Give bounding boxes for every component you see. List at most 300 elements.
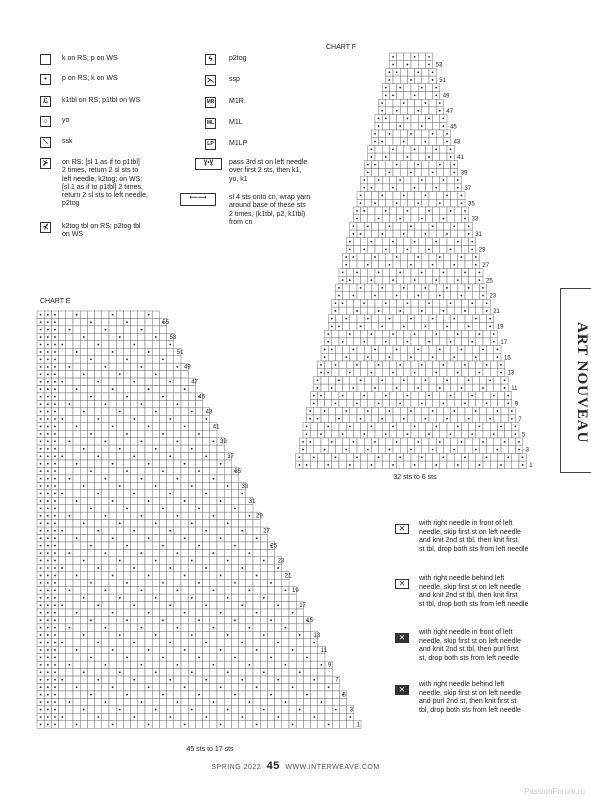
purl-dot — [162, 470, 164, 472]
purl-dot — [385, 210, 387, 212]
chart-e-cell — [174, 453, 181, 460]
purl-dot — [324, 410, 326, 412]
chart-e-cell — [131, 654, 138, 661]
chart-e-cell — [102, 594, 109, 601]
chart-f-cell — [497, 392, 504, 400]
purl-dot — [403, 102, 405, 104]
chart-e-cell — [210, 594, 217, 601]
chart-e-cell — [239, 520, 246, 527]
purl-dot — [61, 642, 63, 644]
chart-f-cell — [440, 330, 447, 338]
chart-e-cell — [116, 453, 123, 460]
chart-e-cell — [188, 579, 195, 586]
purl-dot — [112, 612, 114, 614]
chart-e-cell — [73, 505, 80, 512]
chart-e-cell — [267, 587, 274, 594]
cross-back-knit-icon: ⨯ — [395, 579, 409, 589]
chart-e-cell — [73, 564, 80, 571]
chart-e-cell — [174, 505, 181, 512]
chart-e-cell — [253, 698, 260, 705]
purl-dot — [141, 589, 143, 591]
chart-f-cell — [458, 323, 465, 331]
chart-f-cell — [415, 130, 422, 138]
chart-f-cell — [418, 246, 425, 254]
purl-dot — [54, 530, 56, 532]
chart-e-cell — [123, 639, 130, 646]
chart-f-cell — [389, 400, 396, 408]
chart-f-cell — [422, 222, 429, 230]
chart-e-cell — [109, 542, 116, 549]
purl-dot — [47, 642, 49, 644]
chart-e-cell — [203, 430, 210, 437]
purl-dot — [414, 464, 416, 466]
chart-e-cell — [239, 497, 246, 504]
ssp-icon: ⋋ — [207, 77, 214, 84]
purl-dot — [40, 515, 42, 517]
chart-f-cell — [404, 369, 411, 377]
chart-f-cell — [411, 453, 418, 461]
chart-f-cell — [353, 461, 360, 469]
chart-f-cell — [346, 392, 353, 400]
purl-dot — [133, 716, 135, 718]
chart-f-cell — [361, 369, 368, 377]
chart-f-row-number: 23 — [489, 293, 497, 300]
chart-f-cell — [415, 446, 422, 454]
chart-e-cell — [116, 356, 123, 363]
chart-e-cell — [231, 713, 238, 720]
purl-dot — [374, 164, 376, 166]
chart-e-cell — [174, 393, 181, 400]
chart-e-cell — [131, 386, 138, 393]
chart-e-cell — [66, 423, 73, 430]
chart-e-cell — [195, 624, 202, 631]
purl-dot — [453, 225, 455, 227]
chart-f-cell — [512, 453, 519, 461]
purl-dot — [47, 321, 49, 323]
chart-e-cell — [203, 609, 210, 616]
chart-f-cell — [393, 376, 400, 384]
chart-e-cell — [231, 490, 238, 497]
chart-f-cell — [415, 76, 422, 84]
chart-f-cell — [389, 453, 396, 461]
purl-dot — [184, 388, 186, 390]
chart-e-cell — [174, 460, 181, 467]
chart-f-cell — [339, 423, 346, 431]
cross-note-3: with right needle in front of left needle, skip first st on left needle and knit 2nd st tbl, then purl first st, drop both sts from left needle — [419, 629, 521, 662]
chart-e-cell — [102, 669, 109, 676]
purl-dot — [328, 724, 330, 726]
chart-e-cell — [167, 631, 174, 638]
chart-f-cell — [472, 384, 479, 392]
chart-e-cell — [95, 438, 102, 445]
chart-f-cell — [407, 415, 414, 423]
chart-e-cell — [87, 527, 94, 534]
purl-dot — [112, 388, 114, 390]
purl-dot — [241, 716, 243, 718]
chart-e-cell — [267, 609, 274, 616]
chart-e-cell — [116, 512, 123, 519]
purl-dot — [148, 426, 150, 428]
purl-dot — [425, 233, 427, 235]
purl-dot — [403, 141, 405, 143]
purl-dot — [392, 56, 394, 58]
chart-e-row-number: 47 — [191, 379, 198, 386]
chart-e-cell — [138, 713, 145, 720]
chart-f-cell — [382, 330, 389, 338]
chart-f-cell — [368, 176, 375, 184]
chart-f-cell — [404, 400, 411, 408]
purl-dot — [54, 329, 56, 331]
chart-e-cell — [224, 579, 231, 586]
chart-f-cell — [350, 284, 357, 292]
chart-f-cell — [357, 446, 364, 454]
chart-e-cell — [332, 698, 339, 705]
chart-e-cell — [109, 661, 116, 668]
chart-f-cell — [397, 238, 404, 246]
chart-f-cell — [379, 346, 386, 354]
purl-dot — [360, 379, 362, 381]
chart-e-cell — [188, 490, 195, 497]
purl-dot — [500, 372, 502, 374]
chart-f-cell — [404, 176, 411, 184]
chart-f-cell — [371, 169, 378, 177]
chart-f-title: CHART F — [326, 44, 357, 51]
chart-e-cell — [289, 624, 296, 631]
footer-site[interactable]: WWW.INTERWEAVE.COM — [285, 764, 380, 771]
purl-dot — [40, 470, 42, 472]
purl-dot — [421, 310, 423, 312]
chart-e-cell — [116, 393, 123, 400]
chart-e-cell — [116, 661, 123, 668]
purl-dot — [105, 366, 107, 368]
chart-e-cell — [138, 393, 145, 400]
chart-f-cell — [479, 446, 486, 454]
chart-e-cell — [116, 505, 123, 512]
purl-dot — [443, 125, 445, 127]
purl-dot — [367, 264, 369, 266]
chart-e-cell — [59, 542, 66, 549]
purl-dot — [83, 709, 85, 711]
purl-dot — [439, 441, 441, 443]
chart-e-cell — [174, 408, 181, 415]
chart-f-cell — [397, 61, 404, 69]
purl-dot — [313, 402, 315, 404]
chart-e-cell — [188, 624, 195, 631]
chart-e-cell — [246, 505, 253, 512]
purl-dot — [97, 344, 99, 346]
purl-dot — [446, 233, 448, 235]
purl-dot — [277, 679, 279, 681]
chart-f-cell — [433, 246, 440, 254]
purl-dot — [425, 102, 427, 104]
chart-e-cell — [66, 497, 73, 504]
chart-e-cell — [95, 363, 102, 370]
purl-dot — [345, 410, 347, 412]
chart-e-cell — [109, 602, 116, 609]
chart-e-cell — [167, 549, 174, 556]
chart-e-cell — [167, 497, 174, 504]
chart-f-cell — [346, 361, 353, 369]
purl-dot — [299, 464, 301, 466]
chart-e-cell — [109, 490, 116, 497]
chart-f-cell — [371, 415, 378, 423]
chart-e-cell — [59, 609, 66, 616]
purl-dot — [40, 351, 42, 353]
chart-f-cell — [429, 99, 436, 107]
chart-f-cell — [429, 438, 436, 446]
chart-f-cell — [429, 346, 436, 354]
purl-dot — [414, 241, 416, 243]
chart-e-cell — [59, 318, 66, 325]
chart-e-cell — [210, 713, 217, 720]
chart-e-cell — [167, 423, 174, 430]
purl-dot — [306, 433, 308, 435]
chart-f-cell — [451, 438, 458, 446]
chart-f-cell — [310, 461, 317, 469]
purl-dot — [489, 418, 491, 420]
chart-f-cell — [368, 269, 375, 277]
chart-e-cell — [80, 602, 87, 609]
chart-e-cell — [80, 535, 87, 542]
chart-e-cell — [145, 527, 152, 534]
purl-dot — [450, 341, 452, 343]
chart-e-cell — [109, 430, 116, 437]
purl-dot — [54, 575, 56, 577]
chart-e-cell — [95, 497, 102, 504]
purl-dot — [392, 148, 394, 150]
purl-dot — [213, 552, 215, 554]
purl-dot — [205, 642, 207, 644]
purl-dot — [468, 233, 470, 235]
chart-e-cell — [59, 631, 66, 638]
chart-e-cell — [80, 542, 87, 549]
chart-e-cell — [145, 393, 152, 400]
chart-f-cell — [364, 199, 371, 207]
chart-e-cell — [102, 706, 109, 713]
chart-e-cell — [59, 393, 66, 400]
chart-e-cell — [303, 639, 310, 646]
purl-dot — [133, 530, 135, 532]
m1l-icon: ML — [205, 118, 216, 129]
chart-f-cell — [350, 261, 357, 269]
chart-e-cell — [267, 669, 274, 676]
chart-e-cell — [59, 698, 66, 705]
purl-dot — [105, 664, 107, 666]
chart-e-cell — [66, 721, 73, 728]
chart-e-cell — [174, 631, 181, 638]
purl-dot — [421, 364, 423, 366]
chart-e-cell — [167, 654, 174, 661]
chart-e-cell — [267, 594, 274, 601]
chart-e-cell — [95, 348, 102, 355]
purl-dot — [112, 314, 114, 316]
purl-dot — [468, 379, 470, 381]
chart-e-row-number: 31 — [248, 498, 256, 505]
chart-e-cell — [303, 646, 310, 653]
chart-e-cell — [131, 408, 138, 415]
chart-e-cell — [73, 482, 80, 489]
chart-e-cell — [217, 691, 224, 698]
chart-e-cell — [152, 363, 159, 370]
purl-dot — [292, 686, 294, 688]
chart-e-cell — [145, 371, 152, 378]
chart-e-cell — [95, 333, 102, 340]
chart-e-cell — [195, 512, 202, 519]
chart-f-cell — [465, 407, 472, 415]
purl-dot — [353, 387, 355, 389]
chart-e-cell — [181, 430, 188, 437]
chart-e-cell — [210, 669, 217, 676]
chart-f-cell — [415, 222, 422, 230]
chart-e-cell — [109, 326, 116, 333]
purl-dot — [374, 141, 376, 143]
chart-e-cell — [87, 631, 94, 638]
chart-e-cell — [131, 505, 138, 512]
purl-dot — [403, 379, 405, 381]
chart-e-cell — [66, 348, 73, 355]
chart-f-cell — [454, 338, 461, 346]
purl-dot — [40, 589, 42, 591]
chart-e-cell — [231, 698, 238, 705]
chart-e-cell — [253, 587, 260, 594]
chart-e-cell — [167, 587, 174, 594]
chart-e-cell — [123, 460, 130, 467]
chart-e-cell — [210, 631, 217, 638]
purl-dot — [446, 325, 448, 327]
chart-f-cell — [386, 99, 393, 107]
chart-e-cell — [275, 691, 282, 698]
chart-e-cell — [138, 594, 145, 601]
purl-dot — [90, 619, 92, 621]
purl-dot — [54, 545, 56, 547]
purl-dot — [105, 403, 107, 405]
purl-dot — [205, 530, 207, 532]
chart-e-cell — [181, 482, 188, 489]
purl-dot — [90, 657, 92, 659]
chart-e-cell — [203, 669, 210, 676]
chart-e-cell — [87, 594, 94, 601]
chart-e-cell — [210, 579, 217, 586]
purl-dot — [54, 448, 56, 450]
chart-f-cell — [364, 230, 371, 238]
chart-f-row-number: 13 — [507, 370, 515, 377]
chart-e-cell — [73, 594, 80, 601]
chart-e-cell — [109, 408, 116, 415]
chart-e-cell — [188, 609, 195, 616]
chart-e-cell — [152, 646, 159, 653]
purl-dot — [162, 694, 164, 696]
purl-dot — [54, 664, 56, 666]
chart-f-cell — [346, 269, 353, 277]
purl-dot — [47, 470, 49, 472]
chart-e-cell — [145, 639, 152, 646]
chart-e-cell — [95, 609, 102, 616]
chart-e-cell — [159, 445, 166, 452]
purl-dot — [378, 272, 380, 274]
purl-dot — [500, 464, 502, 466]
chart-f-cell — [361, 453, 368, 461]
chart-e-cell — [116, 698, 123, 705]
chart-e-cell — [246, 713, 253, 720]
chart-e-row-number: 1 — [356, 722, 361, 729]
purl-dot — [155, 522, 157, 524]
purl-dot — [76, 537, 78, 539]
chart-e-cell — [311, 698, 318, 705]
chart-e-cell — [195, 482, 202, 489]
m1lp-icon: LP — [205, 139, 216, 150]
purl-dot — [126, 433, 128, 435]
chart-e-cell — [188, 661, 195, 668]
chart-f-cell — [404, 269, 411, 277]
chart-e-row-number: 5 — [342, 692, 346, 699]
chart-e-cell — [303, 698, 310, 705]
chart-e-cell — [152, 475, 159, 482]
purl-dot — [119, 411, 121, 413]
chart-e-cell — [138, 564, 145, 571]
chart-e-cell — [159, 453, 166, 460]
chart-f-cell — [371, 323, 378, 331]
purl-dot — [385, 248, 387, 250]
chart-f-cell — [357, 253, 364, 261]
chart-f-cell — [490, 461, 497, 469]
chart-e-cell — [87, 341, 94, 348]
purl-dot — [40, 455, 42, 457]
chart-e-cell — [174, 572, 181, 579]
chart-e-cell — [152, 438, 159, 445]
chart-f-cell — [393, 169, 400, 177]
chart-e-cell — [123, 624, 130, 631]
chart-e-cell — [131, 423, 138, 430]
purl-dot — [234, 694, 236, 696]
chart-e-cell — [224, 698, 231, 705]
chart-e-cell — [224, 639, 231, 646]
chart-f-cell — [407, 68, 414, 76]
chart-f-cell — [433, 400, 440, 408]
chart-e-cell — [66, 408, 73, 415]
chart-f-cell — [483, 430, 490, 438]
purl-dot — [421, 179, 423, 181]
purl-dot — [47, 440, 49, 442]
chart-f-cell — [451, 253, 458, 261]
chart-e-cell — [217, 698, 224, 705]
purl-dot — [471, 341, 473, 343]
chart-e-cell — [109, 698, 116, 705]
chart-e-cell — [253, 669, 260, 676]
chart-f-cell — [440, 338, 447, 346]
chart-e-cell — [275, 661, 282, 668]
purl-dot — [471, 248, 473, 250]
chart-e-cell — [239, 631, 246, 638]
chart-f-cell — [425, 423, 432, 431]
chart-e-cell — [253, 616, 260, 623]
purl-dot — [324, 349, 326, 351]
chart-e-cell — [73, 400, 80, 407]
purl-dot — [367, 449, 369, 451]
watermark: PassionForum.ru — [524, 787, 585, 796]
chart-e-cell — [123, 706, 130, 713]
chart-e-cell — [253, 549, 260, 556]
purl-dot — [69, 329, 71, 331]
purl-dot — [342, 341, 344, 343]
purl-dot — [40, 366, 42, 368]
purl-dot — [40, 403, 42, 405]
purl-dot — [342, 302, 344, 304]
chart-e-cell — [203, 542, 210, 549]
chart-f-cell — [436, 138, 443, 146]
chart-f-cell — [382, 238, 389, 246]
chart-e-cell — [123, 386, 130, 393]
chart-e-cell — [59, 505, 66, 512]
